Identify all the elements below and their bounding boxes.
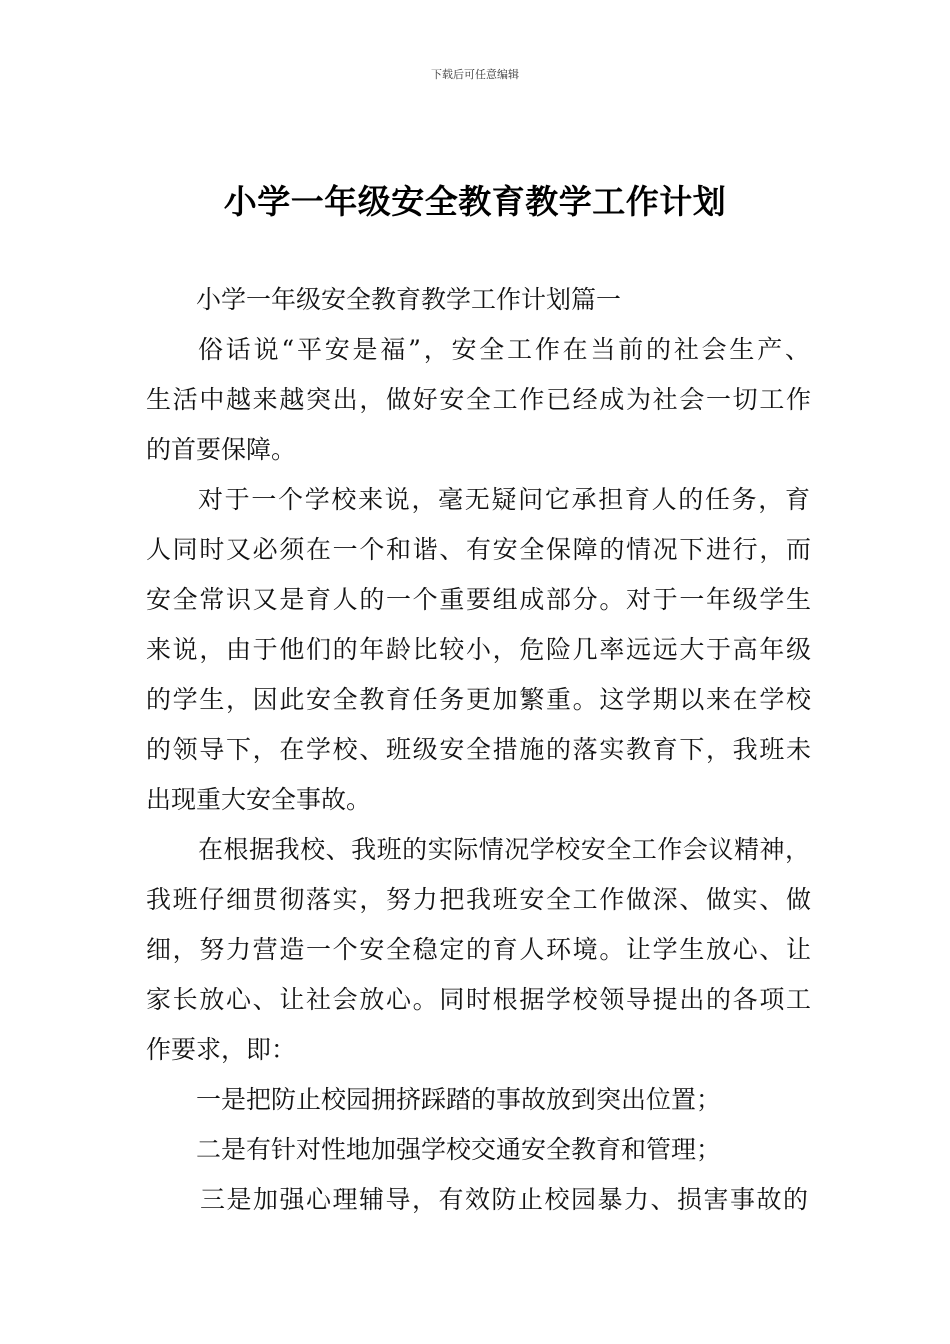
paragraph-2-line-2: 人同时又必须在一个和谐、有安全保障的情况下进行，而 <box>146 535 811 564</box>
paragraph-3-line-5: 作要求，即： <box>146 1035 297 1064</box>
paragraph-2-line-6: 的领导下，在学校、班级安全措施的落实教育下，我班未 <box>146 735 811 764</box>
list-item-3: 三是加强心理辅导，有效防止校园暴力、损害事故的 <box>200 1185 808 1214</box>
paragraph-3-line-3: 细，努力营造一个安全稳定的育人环境。让学生放心、让 <box>146 935 811 964</box>
paragraph-1-line-2: 生活中越来越突出，做好安全工作已经成为社会一切工作 <box>146 385 811 414</box>
paragraph-2-line-4: 来说，由于他们的年龄比较小，危险几率远远大于高年级 <box>146 635 811 664</box>
paragraph-2-line-1: 对于一个学校来说，毫无疑问它承担育人的任务，育 <box>198 485 810 514</box>
paragraph-2-line-7: 出现重大安全事故。 <box>146 785 372 814</box>
list-item-1: 一是把防止校园拥挤踩踏的事故放到突出位置； <box>196 1085 722 1114</box>
paragraph-2-line-5: 的学生，因此安全教育任务更加繁重。这学期以来在学校 <box>146 685 811 714</box>
paragraph-1-line-1: 俗话说“平安是福”，安全工作在当前的社会生产、 <box>198 335 810 364</box>
header-note: 下载后可任意编辑 <box>431 68 519 81</box>
paragraph-2-line-3: 安全常识又是育人的一个重要组成部分。对于一年级学生 <box>146 585 811 614</box>
section-heading: 小学一年级安全教育教学工作计划篇一 <box>196 285 622 314</box>
paragraph-3-line-1: 在根据我校、我班的实际情况学校安全工作会议精神， <box>198 835 810 864</box>
paragraph-3-line-4: 家长放心、让社会放心。同时根据学校领导提出的各项工 <box>146 985 811 1014</box>
list-item-2: 二是有针对性地加强学校交通安全教育和管理； <box>196 1135 722 1164</box>
document-title: 小学一年级安全教育教学工作计划 <box>223 182 727 221</box>
paragraph-3-line-2: 我班仔细贯彻落实，努力把我班安全工作做深、做实、做 <box>146 885 811 914</box>
paragraph-1-line-3: 的首要保障。 <box>146 435 297 464</box>
